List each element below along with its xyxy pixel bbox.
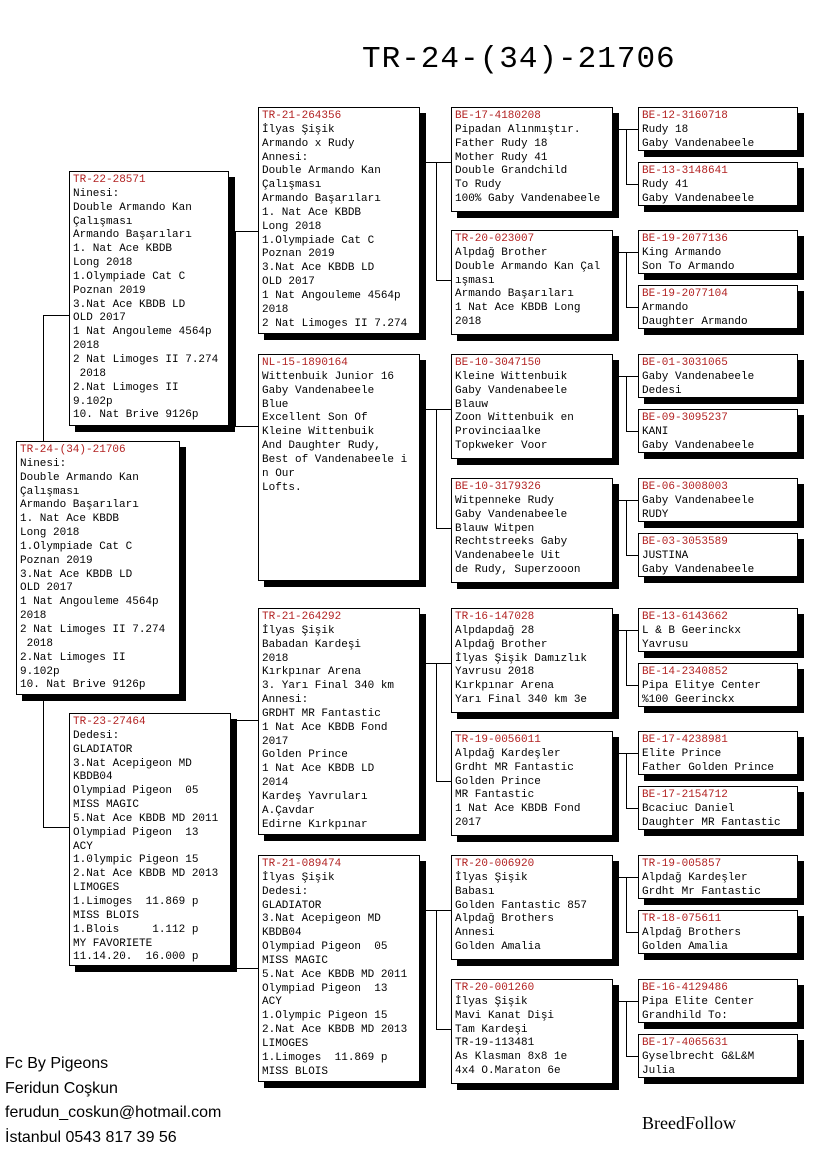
ancestor-card-28[interactable] [638, 910, 798, 954]
connector-line [436, 280, 451, 281]
connector-line [626, 877, 627, 932]
pedigree-note-line: Double Armando Kan Çal [455, 260, 601, 273]
pedigree-note-line: 5.Nat Ace KBDB MD 2011 [73, 812, 219, 825]
connector-line [420, 162, 451, 163]
pedigree-note-line: 1 Nat Angouleme 4564p [262, 289, 401, 302]
ancestor-card-10[interactable] [451, 478, 613, 583]
pedigree-note-line: 2.Nat Ace KBDB MD 2013 [262, 1024, 408, 1037]
pedigree-note-line: İlyas Şişik [455, 995, 528, 1008]
pedigree-note-line: To Rudy [455, 179, 502, 192]
connector-line [436, 409, 437, 528]
ring-number: BE-03-3053589 [642, 536, 728, 548]
ancestor-card-14[interactable] [451, 979, 613, 1084]
pedigree-note-line: ACY [73, 840, 93, 853]
connector-line [420, 910, 451, 911]
connector-line [626, 685, 638, 686]
connector-line [626, 932, 638, 933]
ring-number: TR-24-(34)-21706 [20, 444, 126, 456]
connector-line [626, 431, 638, 432]
pedigree-note-line: İlyas Şişik Damızlık [455, 652, 588, 665]
connector-line [626, 500, 627, 555]
pedigree-note-line: Gaby Vandenabeele [455, 384, 568, 397]
ring-number: BE-13-6143662 [642, 611, 728, 623]
pedigree-note-line: 3.Nat Ace KBDB LD [20, 568, 133, 581]
pedigree-note-line: Gaby Vandenabeele [642, 192, 755, 205]
pedigree-note-line: 1 Nat Ace KBDB Fond [262, 721, 388, 734]
ancestor-card-16[interactable] [638, 162, 798, 206]
pedigree-note-line: Poznan 2019 [73, 284, 146, 297]
pedigree-note-line: Annesi: [262, 151, 309, 164]
pedigree-note-line: Olympiad Pigeon 13 [73, 826, 199, 839]
ring-number: BE-16-4129486 [642, 982, 728, 994]
ring-number: NL-15-1890164 [262, 357, 348, 369]
connector-line [229, 231, 258, 232]
pedigree-note-line: Blauw [455, 398, 489, 411]
ancestor-card-29[interactable] [638, 979, 798, 1023]
pedigree-note-line: Olympiad Pigeon 13 [262, 982, 388, 995]
pedigree-note-line: Olympiad Pigeon 05 [262, 941, 388, 954]
pedigree-note-line: 2.Nat Limoges II [20, 651, 126, 664]
pedigree-note-line: 3.Nat Ace KBDB LD [262, 262, 375, 275]
pedigree-note-line: Golden Amalia [642, 940, 728, 953]
pedigree-note-line: 2018 [20, 610, 47, 623]
pedigree-note-line: Poznan 2019 [20, 554, 93, 567]
ring-number: BE-01-3031065 [642, 357, 728, 369]
pedigree-note-line: Zoon Wittenbuik en [455, 412, 574, 425]
breeder-contact [5, 1052, 221, 1150]
ring-number: BE-06-3008003 [642, 481, 728, 493]
connector-line [613, 753, 638, 754]
pedigree-note-line: Annesi: [262, 694, 309, 707]
pedigree-note-line: 2017 [262, 735, 289, 748]
connector-line [626, 808, 638, 809]
connector-line [626, 630, 627, 685]
connector-line [231, 720, 258, 721]
pedigree-note-line: Gaby Vandenabeele [642, 494, 755, 507]
pedigree-note-line: King Armando [642, 246, 722, 259]
ancestor-card-30[interactable] [638, 1034, 798, 1078]
pedigree-note-line: GLADIATOR [73, 743, 133, 756]
pedigree-note-line: KBDB04 [262, 927, 302, 940]
sire-card[interactable] [69, 171, 229, 426]
pedigree-note-line: Long 2018 [262, 220, 322, 233]
pedigree-note-line: Mavi Kanat Dişi [455, 1009, 555, 1022]
ring-number: TR-18-075611 [642, 913, 722, 925]
pedigree-note-line: 2.Nat Limoges II [73, 381, 179, 394]
brand-logo: BreedFollow [642, 1113, 736, 1133]
ring-number: BE-10-3179326 [455, 481, 541, 493]
pedigree-note-line: Wittenbuik Junior 16 [262, 370, 395, 383]
pedigree-note-line: 100% Gaby Vandenabeele [455, 193, 601, 206]
pedigree-note-line: 1 Nat Ace KBDB LD [262, 763, 375, 776]
pedigree-note-line: 2 Nat Limoges II 7.274 [262, 317, 408, 330]
pedigree-note-line: 2018 [73, 367, 107, 380]
pedigree-note-line: 5.Nat Ace KBDB MD 2011 [262, 968, 408, 981]
pedigree-note-line: 1.Blois 1.112 p [73, 923, 199, 936]
pedigree-note-line: Annesi [455, 927, 495, 940]
ring-number: BE-17-4238981 [642, 734, 728, 746]
dam-card[interactable] [69, 713, 231, 966]
ancestor-card-12[interactable] [451, 731, 613, 836]
ancestor-card-8[interactable] [451, 230, 613, 335]
ancestor-card-25[interactable] [638, 731, 798, 775]
pedigree-note-line: MISS BLOIS [73, 909, 140, 922]
ancestor-card-26[interactable] [638, 786, 798, 830]
ring-number: TR-19-005857 [642, 858, 722, 870]
connector-line [626, 555, 638, 556]
pedigree-note-line: Alpdağ Brother [455, 638, 548, 651]
ring-number: TR-20-023007 [455, 233, 535, 245]
pedigree-note-line: Vandenabeele Uit [455, 550, 561, 563]
pedigree-note-line: Çalışması [20, 485, 80, 498]
ancestor-card-4[interactable] [258, 354, 420, 581]
pedigree-note-line: Blue [262, 398, 289, 411]
pedigree-note-line: 1. Nat Ace KBDB [20, 513, 120, 526]
pedigree-note-line: 1.Olympiade Cat C [262, 234, 375, 247]
ring-number: BE-09-3095237 [642, 412, 728, 424]
pedigree-note-line: 1.Limoges 11.869 p [73, 895, 199, 908]
ancestor-card-13[interactable] [451, 855, 613, 960]
pedigree-note-line: Tam Kardeşi [455, 1023, 528, 1036]
connector-line [436, 663, 437, 781]
pedigree-note-line: Çalışması [73, 215, 133, 228]
pedigree-note-line: Double Armando Kan [262, 165, 381, 178]
ancestor-card-21[interactable] [638, 478, 798, 522]
pedigree-note-line: Alpdağ Brothers [642, 926, 742, 939]
pedigree-note-line: Witpenneke Rudy [455, 494, 555, 507]
pedigree-note-line: GRDHT MR Fantastic [262, 707, 381, 720]
ancestor-card-23[interactable] [638, 608, 798, 652]
pedigree-note-line: OLD 2017 [73, 312, 126, 325]
pedigree-note-line: 2 Nat Limoges II 7.274 [73, 353, 219, 366]
pedigree-note-line: Elite Prince [642, 747, 722, 760]
connector-line [236, 720, 237, 968]
pedigree-note-line: Pipadan Alınmıştır. [455, 123, 581, 136]
ring-number: BE-17-4065631 [642, 1037, 728, 1049]
pedigree-note-line: And Daughter Rudy, [262, 440, 381, 453]
contact-email[interactable]: ferudun_coskun@hotmail.com [5, 1104, 222, 1121]
ring-number: TR-19-0056011 [455, 734, 541, 746]
connector-line [235, 231, 236, 426]
pedigree-note-line: Alpdağ Kardeşler [642, 871, 748, 884]
pedigree-note-line: Armando Başarıları [455, 288, 574, 301]
pedigree-note-line: Poznan 2019 [262, 248, 335, 261]
pedigree-note-line: 1 Nat Angouleme 4564p [20, 596, 159, 609]
pedigree-note-line: 3. Yarı Final 340 km [262, 680, 395, 693]
pedigree-note-line: 1 Nat Angouleme 4564p [73, 326, 212, 339]
pedigree-note-line: Babası [455, 885, 495, 898]
ancestor-card-6[interactable] [258, 855, 420, 1082]
ring-number: TR-22-28571 [73, 174, 146, 186]
pedigree-note-line: Daughter Armando [642, 315, 748, 328]
pedigree-note-line: Double Armando Kan [73, 201, 192, 214]
pedigree-note-line: 2018 [262, 652, 289, 665]
pedigree-note-line: Long 2018 [73, 257, 133, 270]
connector-line [626, 184, 638, 185]
pedigree-note-line: Armando Başarıları [262, 193, 381, 206]
ring-number: BE-19-2077136 [642, 233, 728, 245]
pedigree-title: TR-24-(34)-21706 [362, 42, 676, 77]
connector-line [436, 781, 451, 782]
pedigree-note-line: 3.Nat Acepigeon MD [73, 757, 192, 770]
pedigree-note-line: Armando Başarıları [20, 499, 139, 512]
pedigree-note-line: İlyas Şişik [262, 871, 335, 884]
pedigree-note-line: %100 Geerinckx [642, 693, 735, 706]
pedigree-note-line: ACY [262, 996, 282, 1009]
pedigree-note-line: n Our [262, 467, 296, 480]
pedigree-note-line: GLADIATOR [262, 899, 322, 912]
ring-number: BE-17-2154712 [642, 789, 728, 801]
ancestor-card-3[interactable] [258, 107, 420, 334]
ring-number: BE-12-3160718 [642, 110, 728, 122]
pedigree-note-line: Golden Prince [262, 749, 348, 762]
pedigree-note-line: 2018 [73, 340, 100, 353]
pedigree-note-line: Mother Rudy 41 [455, 151, 548, 164]
pedigree-note-line: Daughter MR Fantastic [642, 816, 781, 829]
pedigree-note-line: Gaby Vandenabeele [455, 508, 568, 521]
pedigree-note-line: Armando x Rudy [262, 137, 355, 150]
ancestor-card-20[interactable] [638, 409, 798, 453]
pedigree-note-line: Alpdapdağ 28 [455, 624, 535, 637]
ancestor-card-18[interactable] [638, 285, 798, 329]
pedigree-note-line: İlyas Şişik [262, 624, 335, 637]
contact-phone: İstanbul 0543 817 39 56 [5, 1128, 177, 1146]
ancestor-card-27[interactable] [638, 855, 798, 899]
connector-line [420, 409, 451, 410]
connector-line [613, 500, 638, 501]
pedigree-note-line: 4x4 O.Maraton 6e [455, 1065, 561, 1078]
pedigree-note-line: 10. Nat Brive 9126p [73, 409, 199, 422]
pedigree-note-line: 10. Nat Brive 9126p [20, 679, 146, 692]
pedigree-note-line: KBDB04 [73, 771, 113, 784]
pedigree-note-line: Armando Başarıları [73, 229, 192, 242]
pedigree-note-line: Son To Armando [642, 260, 735, 273]
ring-number: BE-10-3047150 [455, 357, 541, 369]
connector-line [420, 663, 451, 664]
pedigree-note-line: 1.0lympic Pigeon 15 [73, 854, 199, 867]
ring-number: BE-17-4180208 [455, 110, 541, 122]
pedigree-note-line: Gaby Vandenabeele [642, 137, 755, 150]
pedigree-note-line: 9.102p [73, 395, 113, 408]
pedigree-note-line: 3.Nat Ace KBDB LD [73, 298, 186, 311]
ancestor-card-5[interactable] [258, 608, 420, 835]
pedigree-note-line: Grdht MR Fantastic [455, 761, 574, 774]
pedigree-note-line: Çalışması [262, 179, 322, 192]
pedigree-note-line: Father Golden Prince [642, 761, 775, 774]
ring-number: BE-13-3148641 [642, 165, 728, 177]
pedigree-note-line: 3.Nat Acepigeon MD [262, 913, 381, 926]
ring-number: TR-21-089474 [262, 858, 342, 870]
pedigree-note-line: Topkweker Voor [455, 440, 548, 453]
connector-line [626, 1001, 627, 1056]
ancestor-card-9[interactable] [451, 354, 613, 459]
pedigree-note-line: Rudy 41 [642, 178, 689, 191]
pedigree-note-line: Gaby Vandenabeele [642, 370, 755, 383]
connector-line [43, 827, 69, 828]
pedigree-note-line: 1.Olympic Pigeon 15 [262, 1010, 388, 1023]
pedigree-note-line: 9.102p [20, 665, 60, 678]
pedigree-note-line: 1.Olympiade Cat C [20, 540, 133, 553]
pedigree-note-line: Julia [642, 1064, 676, 1077]
pedigree-note-line: 1. Nat Ace KBDB [262, 206, 362, 219]
pedigree-note-line: Gyselbrecht G&L&M [642, 1050, 755, 1063]
pedigree-note-line: Yarı Final 340 km 3e [455, 694, 588, 707]
subject-card[interactable] [16, 441, 180, 695]
pedigree-note-line: Alpdağ Brother [455, 246, 548, 259]
pedigree-note-line: Bcaciuc Daniel [642, 802, 735, 815]
connector-line [436, 162, 437, 280]
pedigree-note-line: Grdht Mr Fantastic [642, 885, 761, 898]
pedigree-note-line: Rudy 18 [642, 123, 689, 136]
pedigree-note-line: Alpdağ Brothers [455, 913, 555, 926]
connector-line [613, 129, 638, 130]
pedigree-note-line: 2014 [262, 777, 289, 790]
connector-line [626, 307, 638, 308]
pedigree-note-line: 2.Nat Ace KBDB MD 2013 [73, 868, 219, 881]
pedigree-note-line: MISS BLOIS [262, 1065, 329, 1078]
pedigree-note-line: Armando [642, 301, 689, 314]
pedigree-note-line: 2017 [455, 817, 482, 830]
pedigree-note-line: Ninesi: [20, 457, 67, 470]
pedigree-note-line: de Rudy, Superzooon [455, 564, 581, 577]
pedigree-note-line: Alpdağ Kardeşler [455, 747, 561, 760]
pedigree-note-line: Golden Fantastic 857 [455, 899, 588, 912]
pedigree-note-line: Dedesi: [73, 729, 120, 742]
connector-line [626, 376, 627, 431]
pedigree-note-line: 1.Olympiade Cat C [73, 270, 186, 283]
pedigree-note-line: MR Fantastic [455, 789, 535, 802]
pedigree-note-line: L & B Geerinckx [642, 624, 742, 637]
ring-number: TR-21-264356 [262, 110, 342, 122]
ancestor-card-24[interactable] [638, 663, 798, 707]
connector-line [613, 630, 638, 631]
pedigree-note-line: Yavrusu [642, 638, 689, 651]
ring-number: TR-23-27464 [73, 716, 146, 728]
pedigree-note-line: Kırkpınar Arena [455, 680, 555, 693]
pedigree-note-line: ışması [455, 274, 495, 287]
connector-line [613, 376, 638, 377]
pedigree-note-line: OLD 2017 [262, 276, 315, 289]
pedigree-note-line: Kleine Wittenbuik [455, 370, 568, 383]
pedigree-note-line: Gaby Vandenabeele [642, 439, 755, 452]
pedigree-note-line: 2018 [455, 316, 482, 329]
pedigree-note-line: JUSTINA [642, 549, 689, 562]
pedigree-note-line: 1.Limoges 11.869 p [262, 1051, 388, 1064]
pedigree-note-line: MY FAVORIETE [73, 937, 153, 950]
connector-line [613, 1001, 638, 1002]
pedigree-note-line: A.Çavdar [262, 804, 315, 817]
pedigree-note-line: Father Rudy 18 [455, 137, 548, 150]
pedigree-note-line: Rechtstreeks Gaby [455, 536, 568, 549]
pedigree-note-line: Double Grandchild [455, 165, 568, 178]
pedigree-note-line: LIMOGES [262, 1037, 309, 1050]
pedigree-note-line: Long 2018 [20, 527, 80, 540]
pedigree-note-line: LIMOGES [73, 882, 120, 895]
ancestor-card-15[interactable] [638, 107, 798, 151]
pedigree-note-line: Dedesi: [262, 885, 309, 898]
pedigree-note-line: Dedesi [642, 384, 682, 397]
connector-line [436, 1029, 451, 1030]
pedigree-note-line: Kleine Wittenbuik [262, 426, 375, 439]
ancestor-card-11[interactable] [451, 608, 613, 713]
connector-line [626, 129, 627, 184]
ancestor-card-22[interactable] [638, 533, 798, 577]
pedigree-note-line: Kırkpınar Arena [262, 666, 362, 679]
pedigree-note-line: Golden Amalia [455, 941, 541, 954]
pedigree-note-line: Gaby Vandenabeele [262, 384, 375, 397]
ring-number: TR-21-264292 [262, 611, 342, 623]
pedigree-note-line: 2018 [262, 303, 289, 316]
pedigree-note-line: MISS MAGIC [262, 954, 329, 967]
ancestor-card-7[interactable] [451, 107, 613, 212]
pedigree-note-line: Ninesi: [73, 187, 120, 200]
pedigree-note-line: Best of Vandenabeele i [262, 453, 408, 466]
connector-line [236, 968, 258, 969]
pedigree-note-line: 2 Nat Limoges II 7.274 [20, 623, 166, 636]
pedigree-note-line: 1. Nat Ace KBDB [73, 243, 173, 256]
pedigree-note-line: As Klasman 8x8 1e [455, 1051, 568, 1064]
ring-number: TR-20-006920 [455, 858, 535, 870]
connector-line [436, 910, 437, 1029]
connector-line [235, 426, 258, 427]
owner-name: Feridun Coşkun [5, 1079, 118, 1097]
pedigree-note-line: Olympiad Pigeon 05 [73, 785, 199, 798]
pedigree-note-line: Pipa Elitye Center [642, 679, 761, 692]
ancestor-card-19[interactable] [638, 354, 798, 398]
pedigree-note-line: RUDY [642, 508, 669, 521]
pedigree-note-line: Grandhild To: [642, 1009, 728, 1022]
ancestor-card-17[interactable] [638, 230, 798, 274]
pedigree-note-line: Babadan Kardeşi [262, 638, 362, 651]
pedigree-note-line: Lofts. [262, 481, 302, 494]
pedigree-note-line: İlyas Şişik [262, 123, 335, 136]
ring-number: BE-19-2077104 [642, 288, 728, 300]
pedigree-note-line: MISS MAGIC [73, 799, 140, 812]
pedigree-note-line: 1 Nat Ace KBDB Long [455, 302, 581, 315]
ring-number: TR-16-147028 [455, 611, 535, 623]
pedigree-note-line: Gaby Vandenabeele [642, 563, 755, 576]
pedigree-note-line: 1 Nat Ace KBDB Fond [455, 803, 581, 816]
pedigree-note-line: Yavrusu 2018 [455, 666, 535, 679]
breeder-name: Fc By Pigeons [5, 1055, 109, 1072]
connector-line [626, 1056, 638, 1057]
pedigree-note-line: Kardeş Yavruları [262, 790, 368, 803]
pedigree-note-line: Excellent Son Of [262, 412, 368, 425]
pedigree-note-line: İlyas Şişik [455, 871, 528, 884]
pedigree-note-line: 11.14.20. 16.000 p [73, 951, 199, 964]
pedigree-note-line: TR-19-113481 [455, 1037, 535, 1050]
connector-line [613, 877, 638, 878]
pedigree-note-line: Blauw Witpen [455, 522, 535, 535]
connector-line [626, 753, 627, 808]
pedigree-note-line: Double Armando Kan [20, 471, 139, 484]
pedigree-note-line: OLD 2017 [20, 582, 73, 595]
connector-line [43, 315, 69, 316]
connector-line [613, 252, 638, 253]
pedigree-note-line: Golden Prince [455, 775, 541, 788]
pedigree-note-line: Provinciaalke [455, 426, 541, 439]
connector-line [626, 252, 627, 307]
connector-line [436, 528, 451, 529]
pedigree-note-line: KANI [642, 425, 669, 438]
pedigree-note-line: Edirne Kırkpınar [262, 818, 368, 831]
pedigree-note-line: 2018 [20, 637, 54, 650]
ring-number: BE-14-2340852 [642, 666, 728, 678]
pedigree-note-line: Pipa Elite Center [642, 995, 755, 1008]
ring-number: TR-20-001260 [455, 982, 535, 994]
